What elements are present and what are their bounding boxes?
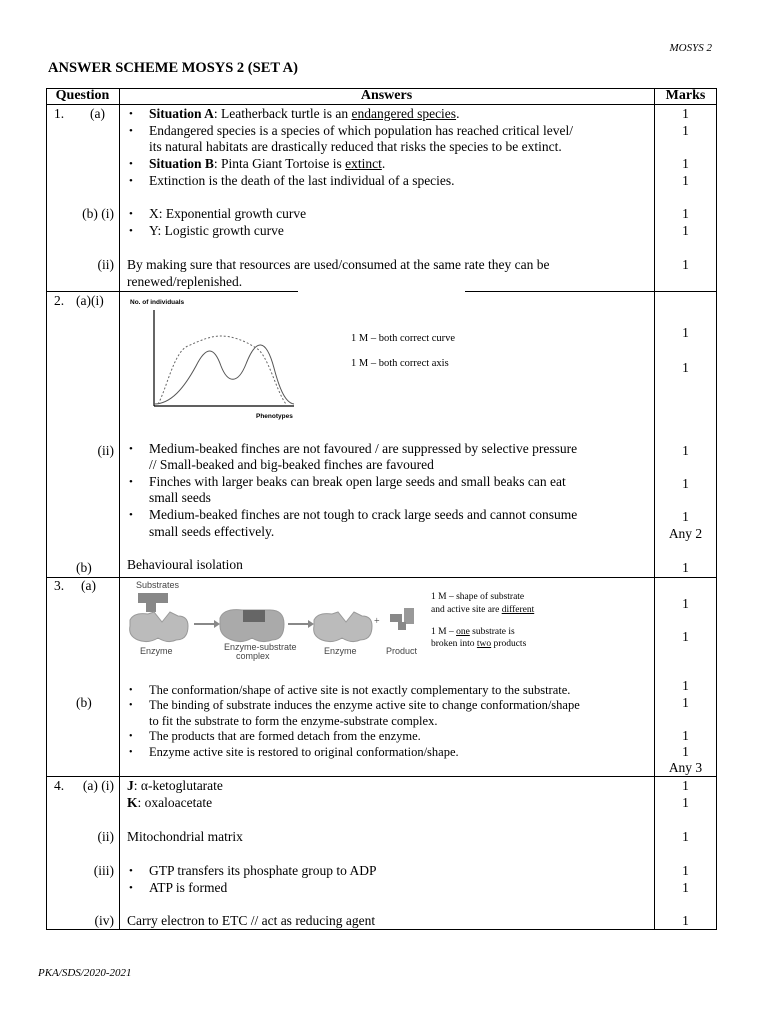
bullet-icon: • [129, 443, 133, 455]
answer-line: The conformation/shape of active site is not exactly complementary to the substrate. [149, 683, 571, 697]
mark: 1 [682, 560, 689, 575]
answer-line: Medium-beaked finches are not favoured / are suppressed by selective pressure [149, 441, 578, 456]
original-curve [158, 336, 286, 404]
complex-label: Enzyme-substrate [224, 642, 297, 652]
mark: 1 [682, 880, 689, 895]
bullet-icon: • [129, 158, 133, 170]
mark: 1 [682, 123, 689, 138]
marking-note: 1 M – one substrate is [431, 627, 515, 637]
header-question: Question [55, 88, 110, 103]
mark: 1 [682, 325, 689, 340]
bullet-icon: • [129, 685, 133, 696]
mark: 1 [682, 829, 689, 844]
mark: 1 [682, 695, 689, 710]
plus-icon: + [374, 616, 380, 627]
marking-note: and active site are different [431, 605, 535, 615]
mark-any: Any 2 [668, 526, 703, 541]
bullet-icon: • [129, 175, 133, 187]
answer-line: X: Exponential growth curve [149, 206, 307, 221]
question-part: (iv) [94, 913, 114, 928]
question-part: (ii) [97, 829, 114, 844]
enzyme-diagram [128, 578, 428, 663]
answer-line: K: oxaloacetate [127, 795, 213, 810]
enzyme-shape [130, 612, 188, 642]
row-divider [465, 291, 717, 292]
graph-y-label: No. of individuals [130, 299, 185, 306]
question-part: (b) (i) [82, 206, 114, 221]
enzyme-label: Enzyme [140, 646, 173, 656]
complex-label: complex [236, 651, 270, 661]
substrate-shape [138, 593, 168, 612]
question-part: (a) (i) [82, 778, 114, 793]
arrow-icon [288, 620, 314, 628]
marking-note: broken into two products [431, 639, 527, 649]
mark: 1 [682, 795, 689, 810]
answer-line: renewed/replenished. [127, 274, 243, 289]
answer-line: The products that are formed detach from the enzyme. [149, 729, 421, 743]
mark: 1 [682, 596, 689, 611]
arrow-icon [194, 620, 220, 628]
selected-curve [154, 345, 294, 404]
marking-note: 1 M – both correct curve [351, 333, 456, 344]
product-shape [390, 608, 414, 630]
marking-note: 1 M – both correct axis [351, 358, 449, 369]
row-divider [46, 104, 717, 105]
answer-line: Enzyme active site is restored to original conformation/shape. [149, 745, 459, 759]
mark: 1 [682, 678, 689, 693]
bullet-icon: • [129, 208, 133, 220]
answer-line: // Small-beaked and big-beaked finches are favoured [149, 457, 434, 472]
mark: 1 [682, 106, 689, 121]
mark: 1 [682, 443, 689, 458]
answer-line: GTP transfers its phosphate group to ADP [149, 863, 377, 878]
distribution-graph [126, 296, 301, 421]
answer-line: Finches with larger beaks can break open large seeds and small beaks can eat [149, 474, 566, 489]
mark: 1 [682, 206, 689, 221]
header-marks: Marks [665, 88, 706, 103]
question-part: (ii) [97, 257, 114, 272]
answer-line: Y: Logistic growth curve [149, 223, 284, 238]
bullet-icon: • [129, 125, 133, 137]
answer-line: ATP is formed [149, 880, 228, 895]
answer-table [46, 88, 717, 930]
mark: 1 [682, 156, 689, 171]
question-part: (a) [81, 578, 96, 593]
mark: 1 [682, 863, 689, 878]
answer-line: its natural habitats are drastically reduced that risks the species to be extinct. [149, 139, 562, 154]
question-part: (b) [76, 695, 92, 710]
mark: 1 [682, 476, 689, 491]
mark: 1 [682, 257, 689, 272]
enzyme-label: Enzyme [324, 646, 357, 656]
marking-note: 1 M – shape of substrate [431, 592, 525, 602]
enzyme-shape [314, 612, 372, 642]
answer-line: Mitochondrial matrix [127, 829, 243, 844]
mark: 1 [682, 744, 689, 759]
mark: 1 [682, 778, 689, 793]
document-code: MOSYS 2 [669, 42, 712, 54]
question-part: (ii) [97, 443, 114, 458]
bullet-icon: • [129, 225, 133, 237]
question-number: 4. [54, 778, 65, 793]
bullet-icon: • [129, 700, 133, 711]
mark: 1 [682, 173, 689, 188]
mark-any: Any 3 [668, 760, 703, 775]
mark: 1 [682, 913, 689, 928]
bullet-icon: • [129, 108, 133, 120]
bullet-icon: • [129, 509, 133, 521]
bullet-icon: • [129, 865, 133, 877]
question-part: (b) [76, 560, 92, 575]
mark: 1 [682, 360, 689, 375]
question-number: 3. [54, 578, 65, 593]
answer-line: Extinction is the death of the last individual of a species. [149, 173, 455, 188]
row-divider [46, 776, 717, 777]
answer-line: Medium-beaked finches are not tough to crack large seeds and cannot consume [149, 507, 578, 522]
column-divider [119, 88, 120, 930]
question-number: 2. [54, 293, 65, 308]
answer-line: Situation B: Pinta Giant Tortoise is extinct. [149, 156, 386, 171]
answer-line: Endangered species is a species of which population has reached critical level/ [149, 123, 573, 138]
answer-line: Behavioural isolation [127, 557, 243, 572]
row-divider [46, 291, 298, 292]
bullet-icon: • [129, 731, 133, 742]
answer-line: Situation A: Leatherback turtle is an endangered species. [149, 106, 460, 121]
bullet-icon: • [129, 476, 133, 488]
bullet-icon: • [129, 882, 133, 894]
question-part: (a) [90, 106, 105, 121]
answer-line: small seeds effectively. [149, 524, 275, 539]
bullet-icon: • [129, 747, 133, 758]
mark: 1 [682, 509, 689, 524]
mark: 1 [682, 629, 689, 644]
answer-line: small seeds [149, 490, 211, 505]
mark: 1 [682, 223, 689, 238]
mark: 1 [682, 728, 689, 743]
product-label: Product [386, 646, 418, 656]
question-part: (iii) [93, 863, 114, 878]
page-title: ANSWER SCHEME MOSYS 2 (SET A) [48, 60, 298, 76]
substrates-label: Substrates [136, 580, 180, 590]
question-part: (a)(i) [76, 293, 104, 308]
answer-line: The binding of substrate induces the enzyme active site to change conformation/shape [149, 698, 580, 712]
question-number: 1. [54, 106, 65, 121]
bound-substrate-shape [243, 610, 265, 622]
answer-line: to fit the substrate to form the enzyme-substrate complex. [149, 714, 438, 728]
answer-line: By making sure that resources are used/consumed at the same rate they can be [127, 257, 550, 272]
header-answers: Answers [360, 88, 413, 103]
answer-line: J: α-ketoglutarate [127, 778, 223, 793]
footer-code: PKA/SDS/2020-2021 [38, 967, 132, 979]
answer-line: Carry electron to ETC // act as reducing agent [127, 913, 376, 928]
graph-x-label: Phenotypes [256, 413, 293, 420]
